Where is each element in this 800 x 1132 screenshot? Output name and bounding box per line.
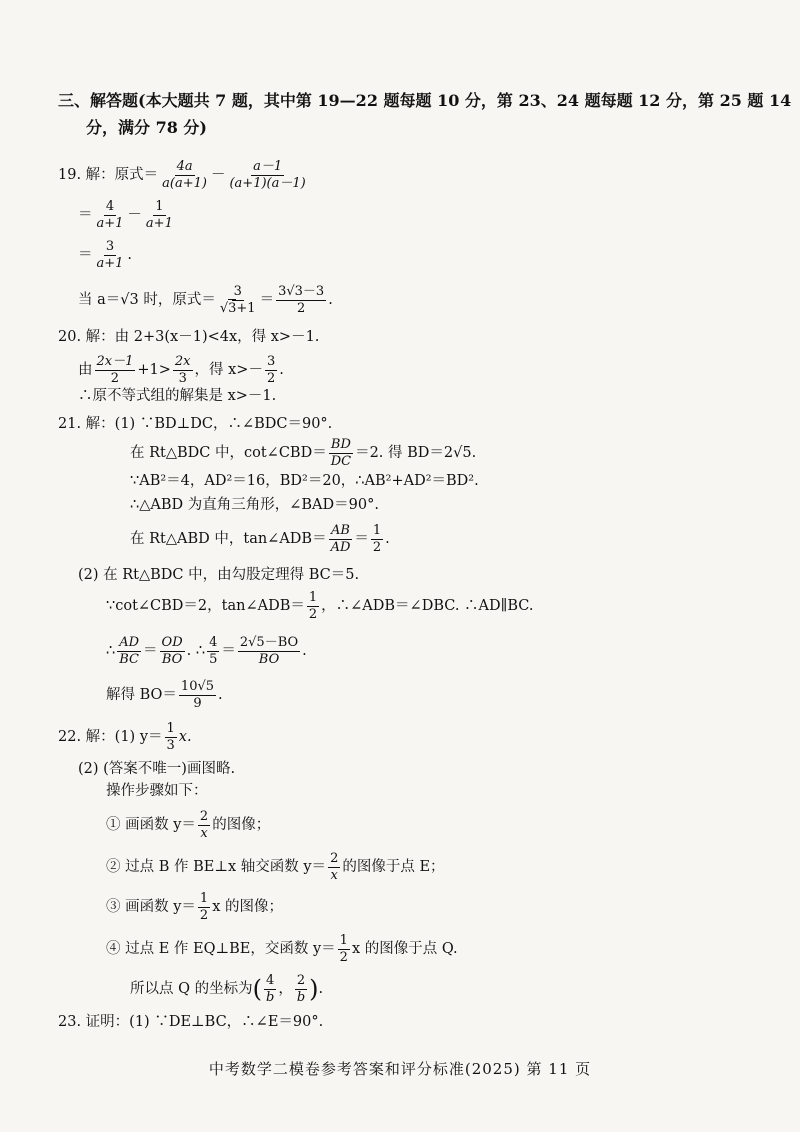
- q19-line2: ＝ $\frac{4}{a+1}$ － $\frac{1}{a+1}$: [78, 199, 173, 231]
- q22-line2: (2) (答案不唯一)画图略.: [78, 761, 236, 777]
- q22-step3: ③ 画函数 y＝ $\frac{1}{2}$ x 的图像；: [106, 891, 283, 923]
- q19-line1: 19. 解：原式＝ $\frac{4a}{a(a+1)}$ － $\frac{a-1}{(a+1)(a-1)}$: [58, 159, 306, 191]
- q21-frac6: $\frac{OD}{BO}$: [161, 635, 183, 667]
- q22-result: 所以点 Q 的坐标为( $\frac{4}{b}$ ， $\frac{2}{b}$ ).: [130, 973, 324, 1005]
- q22-step2: ② 过点 B 作 BE⊥x 轴交函数 y＝ $\frac{2}{x}$ 的图像于点 E；: [106, 851, 445, 883]
- q21-frac8: $\frac{2√5-BO}{BO}$: [239, 635, 299, 667]
- q20-frac1: $\frac{2x-1}{2}$: [96, 354, 134, 386]
- q21-frac3: $\frac{1}{2}$: [372, 523, 382, 555]
- q21-line1: 21. 解：(1) ∵BD⊥DC，∴∠BDC＝90°.: [58, 416, 333, 432]
- q22-line1: 22. 解：(1) y＝ $\frac{1}{3}$ x.: [58, 721, 192, 753]
- q21-line8: ∴ $\frac{AD}{BC}$ ＝ $\frac{OD}{BO}$ . ∴ $\frac{4}{5}$ ＝ $\frac{2√5-BO}{BO}$ .: [106, 635, 307, 667]
- q20-line3: ∴原不等式组的解集是 x>－1.: [78, 388, 277, 404]
- q21-frac4: $\frac{1}{2}$: [308, 590, 318, 622]
- q21-line4: ∴△ABD 为直角三角形，∠BAD＝90°.: [130, 497, 379, 513]
- q21-frac2: $\frac{AB}{AD}$: [330, 523, 351, 555]
- q21-line3: ∵AB²＝4，AD²＝16，BD²＝20，∴AB²+AD²＝BD².: [130, 473, 479, 489]
- q21-line9: 解得 BO＝ $\frac{10√5}{9}$ .: [106, 679, 223, 711]
- q22-line3: 操作步骤如下：: [106, 783, 208, 799]
- q19-frac1: $\frac{4a}{a(a+1)}$: [162, 159, 207, 191]
- q20-line1: 20. 解：由 2+3(x－1)<4x，得 x>－1.: [58, 329, 320, 345]
- q19-frac3: $\frac{4}{a+1}$: [96, 199, 124, 231]
- q23-line1: 23. 证明：(1) ∵DE⊥BC，∴∠E＝90°.: [58, 1014, 324, 1030]
- q22-frac1: $\frac{1}{3}$: [166, 721, 175, 753]
- q21-line6: (2) 在 Rt△BDC 中，由勾股定理得 BC＝5.: [78, 567, 360, 583]
- q21-frac7: $\frac{4}{5}$: [209, 635, 218, 667]
- q19-label: 19. 解：原式＝: [58, 167, 159, 184]
- q22-step4: ④ 过点 E 作 EQ⊥BE，交函数 y＝ $\frac{1}{2}$ x 的图像于点 Q.: [106, 933, 458, 965]
- q19-frac6: $\frac{3}{√3+1}$: [219, 284, 256, 316]
- q21-frac5: $\frac{AD}{BC}$: [119, 635, 140, 667]
- q20-frac2: $\frac{2x}{3}$: [174, 354, 191, 386]
- q21-frac1: $\frac{BD}{DC}$: [330, 437, 352, 469]
- q19-frac4: $\frac{1}{a+1}$: [145, 199, 173, 231]
- q19-frac5: $\frac{3}{a+1}$: [96, 239, 124, 271]
- q19-line3: ＝ $\frac{3}{a+1}$ .: [78, 239, 133, 271]
- q19-frac7: $\frac{3√3-3}{2}$: [278, 284, 325, 316]
- q20-frac3: $\frac{3}{2}$: [266, 354, 276, 386]
- q21-line5: 在 Rt△ABD 中，tan∠ADB＝ $\frac{AB}{AD}$ ＝ $\frac{1}{2}$ .: [130, 523, 390, 555]
- q19-frac2: $\frac{a-1}{(a+1)(a-1)}$: [229, 159, 306, 191]
- q20-line2: 由 $\frac{2x-1}{2}$ +1> $\frac{2x}{3}$ ，得 x>－ $\frac{3}{2}$ .: [78, 354, 284, 386]
- q21-line7: ∵cot∠CBD＝2，tan∠ADB＝ $\frac{1}{2}$ ，∴∠ADB＝∠DBC. ∴AD∥BC.: [106, 590, 534, 622]
- q21-line2: 在 Rt△BDC 中，cot∠CBD＝ $\frac{BD}{DC}$ ＝2. 得 BD＝2√5.: [130, 437, 477, 469]
- q19-line4: 当 a＝√3 时，原式＝ $\frac{3}{√3+1}$ ＝ $\frac{3√3-3}{2}$ .: [78, 284, 333, 316]
- q22-step1: ① 画函数 y＝ $\frac{2}{x}$ 的图像；: [106, 809, 271, 841]
- q21-frac9: $\frac{10√5}{9}$: [180, 679, 215, 711]
- section-header-line2: 分，满分 78 分): [86, 118, 207, 137]
- page-footer: 中考数学二模卷参考答案和评分标准(2025) 第 11 页: [208, 1060, 592, 1078]
- section-header-line1: 三、解答题(本大题共 7 题，其中第 19—22 题每题 10 分，第 23、24 题每题 12 分，第 25 题 14: [58, 91, 792, 110]
